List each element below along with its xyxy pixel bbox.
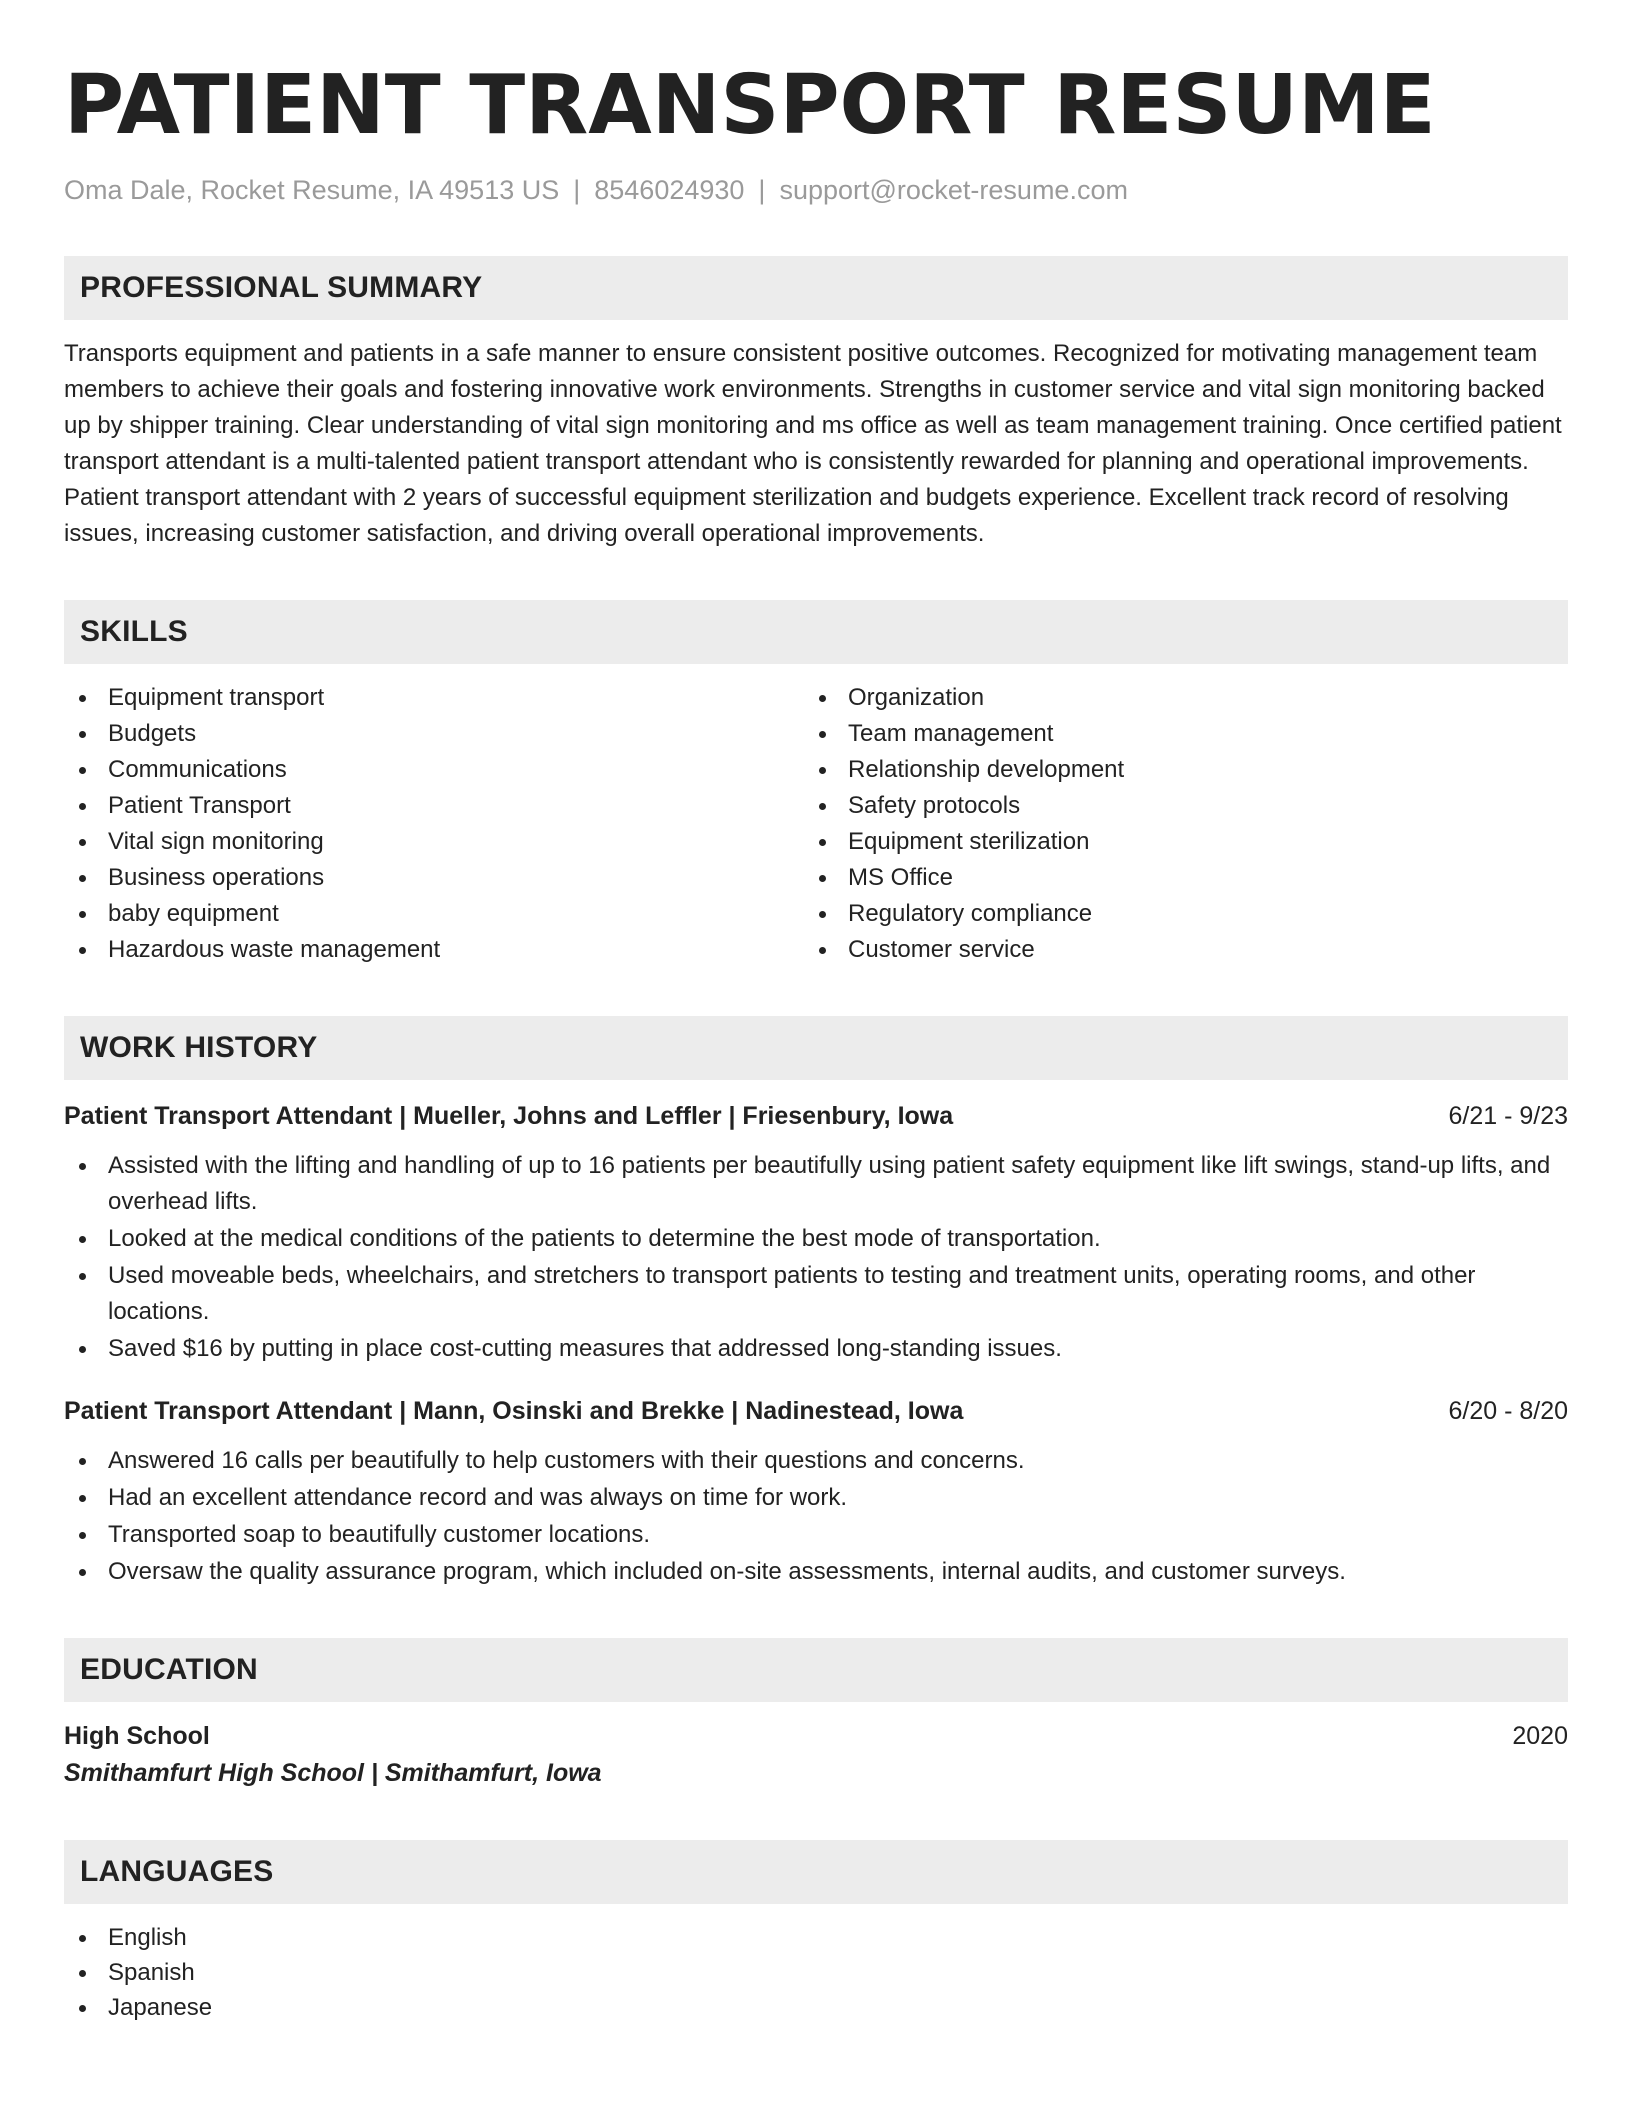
summary-text: Transports equipment and patients in a safe manner to ensure consistent positive outcomes. Recognized for motivating management team members to achieve their goals and fostering innovative work environments. Strengths in customer service and vital sign monitoring backed up by shipper training. Clear understanding of vital sign monitoring and ms office as well as team management training. Once certified patient transport attendant is a multi-talented patient transport attendant who is consistently rewarded for planning and operational improvements. Patient transport attendant with 2 years of successful equipment sterilization and budgets experience. Excellent track record of resolving issues, increasing customer satisfaction, and driving overall operational improvements. [64,340,1562,547]
contact-email: support@rocket-resume.com [779,175,1128,205]
skill-item: Relationship development [804,752,1544,788]
skills-list [64,680,1568,968]
skills-column-right [804,680,1544,968]
skill-item: Regulatory compliance [804,896,1544,932]
section-title: SKILLS [80,615,188,648]
section-header-skills [64,600,1568,664]
job-bullet: Looked at the medical conditions of the patients to determine the best mode of transportation. [64,1221,1568,1257]
job-header [64,1098,1568,1134]
languages-list [64,1920,1568,2025]
job-title: Patient Transport Attendant | Mann, Osinski and Brekke | Nadinestead, Iowa [64,1397,964,1425]
skill-item: Safety protocols [804,788,1544,824]
resume-title: PATIENT TRANSPORT RESUME [64,58,1436,153]
job-bullet: Saved $16 by putting in place cost-cutting measures that addressed long-standing issues. [64,1331,1568,1367]
contact-phone: 8546024930 [594,175,745,205]
section-title: LANGUAGES [80,1855,274,1888]
job-date: 6/20 - 8/20 [1448,1397,1568,1425]
section-header-education [64,1638,1568,1702]
job-bullet: Used moveable beds, wheelchairs, and stretchers to transport patients to testing and treatment units, operating rooms, and other locations. [64,1258,1568,1330]
skill-item: Team management [804,716,1544,752]
section-header-work [64,1016,1568,1080]
skill-item: MS Office [804,860,1544,896]
job-bullet: Transported soap to beautifully customer locations. [64,1517,1568,1553]
job-bullets [64,1148,1568,1367]
skill-item: Vital sign monitoring [64,824,804,860]
section-title: EDUCATION [80,1653,258,1686]
language-item: Japanese [64,1990,1568,2025]
contact-line [64,172,1568,208]
section-title: PROFESSIONAL SUMMARY [80,271,483,304]
job-date: 6/21 - 9/23 [1448,1102,1568,1130]
skill-item: Communications [64,752,804,788]
skill-item: Organization [804,680,1544,716]
skill-item: Customer service [804,932,1544,968]
section-title: WORK HISTORY [80,1031,318,1064]
contact-separator: | [758,175,766,205]
education-degree: High School [64,1722,210,1750]
skill-item: Patient Transport [64,788,804,824]
job-bullets [64,1443,1568,1590]
job-bullet: Oversaw the quality assurance program, which included on-site assessments, internal audits, and customer surveys. [64,1554,1568,1590]
language-item: Spanish [64,1955,1568,1990]
education-header [64,1718,1568,1754]
job-entry [64,1098,1568,1367]
section-header-languages [64,1840,1568,1904]
education-school: Smithamfurt High School | Smithamfurt, Iowa [64,1759,602,1787]
language-item: English [64,1920,1568,1955]
skills-column-left [64,680,804,968]
skill-item: Business operations [64,860,804,896]
job-bullet: Had an excellent attendance record and was always on time for work. [64,1480,1568,1516]
job-bullet: Assisted with the lifting and handling of up to 16 patients per beautifully using patient safety equipment like lift swings, stand-up lifts, and overhead lifts. [64,1148,1568,1220]
job-bullet: Answered 16 calls per beautifully to help customers with their questions and concerns. [64,1443,1568,1479]
contact-address: Oma Dale, Rocket Resume, IA 49513 US [64,175,560,205]
skill-item: Budgets [64,716,804,752]
skill-item: Equipment transport [64,680,804,716]
section-header-summary [64,256,1568,320]
contact-separator: | [573,175,581,205]
job-entry [64,1393,1568,1590]
job-title: Patient Transport Attendant | Mueller, Johns and Leffler | Friesenbury, Iowa [64,1102,954,1130]
skill-item: baby equipment [64,896,804,932]
education-year: 2020 [1512,1722,1568,1750]
education-entry [64,1718,1568,1792]
job-header [64,1393,1568,1429]
skill-item: Hazardous waste management [64,932,804,968]
skill-item: Equipment sterilization [804,824,1544,860]
